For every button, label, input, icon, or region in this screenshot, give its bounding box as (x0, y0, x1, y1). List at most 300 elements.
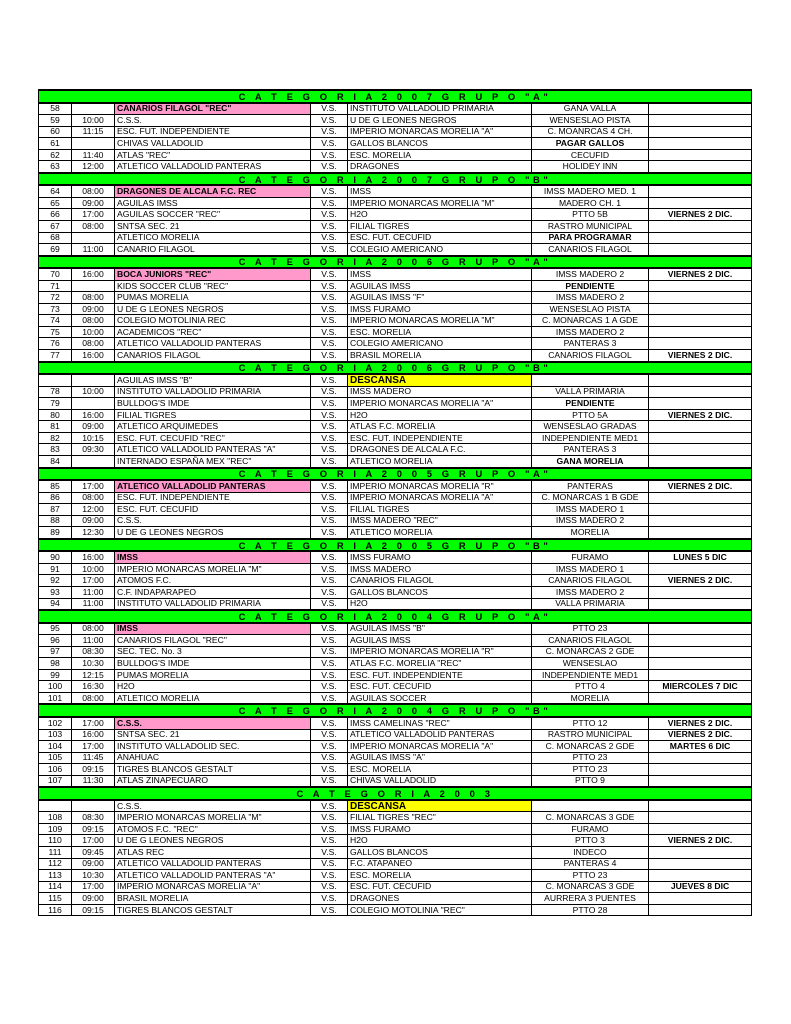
venue: PTTO 5A (532, 409, 649, 421)
versus-label: V.S. (311, 209, 348, 221)
away-team: AGUILAS IMSS "B" (348, 623, 532, 635)
home-team: SEC. TEC. No. 3 (115, 646, 311, 658)
match-date-note (649, 103, 752, 115)
category-title: C A T E G O R I A 2 0 0 7 G R U P O "A" (39, 90, 752, 103)
match-number: 87 (39, 504, 72, 516)
versus-label: V.S. (311, 847, 348, 859)
away-team: COLEGIO AMERICANO (348, 244, 532, 256)
home-team: IMSS (115, 551, 311, 563)
match-date-note (649, 504, 752, 516)
match-date-note (649, 847, 752, 859)
venue: VALLA PRIMARIA (532, 598, 649, 610)
match-number: 77 (39, 350, 72, 362)
away-team: IMPERIO MONARCAS MORELIA "M" (348, 315, 532, 327)
match-number (39, 800, 72, 812)
away-team: AGUILAS IMSS "F" (348, 292, 532, 304)
match-number: 84 (39, 455, 72, 467)
versus-label: V.S. (311, 527, 348, 539)
match-date-note: VIERNES 2 DIC. (649, 729, 752, 741)
match-row (39, 586, 752, 598)
match-row (39, 386, 752, 398)
away-team: H2O (348, 835, 532, 847)
away-team: IMSS MADERO (348, 563, 532, 575)
match-number: 62 (39, 149, 72, 161)
home-team: CANARIOS FILAGOL "REC" (115, 103, 311, 115)
versus-label: V.S. (311, 800, 348, 812)
match-number: 68 (39, 232, 72, 244)
venue: CANARIOS FILAGOL (532, 575, 649, 587)
match-row (39, 303, 752, 315)
venue: PTTO 4 (532, 681, 649, 693)
match-number: 76 (39, 338, 72, 350)
match-number: 83 (39, 444, 72, 456)
match-number: 110 (39, 835, 72, 847)
category-header (39, 173, 752, 186)
match-time: 17:00 (72, 575, 115, 587)
home-team: CHIVAS VALLADOLID (115, 138, 311, 150)
match-date-note (649, 669, 752, 681)
home-team: ATLETICO VALLADOLID PANTERAS (115, 338, 311, 350)
venue: CANARIOS FILAGOL (532, 350, 649, 362)
away-team: IMSS FURAMO (348, 551, 532, 563)
match-row (39, 598, 752, 610)
venue: FURAMO (532, 551, 649, 563)
match-date-note: VIERNES 2 DIC. (649, 480, 752, 492)
home-team: FILIAL TIGRES (115, 409, 311, 421)
match-time (72, 398, 115, 410)
versus-label: V.S. (311, 386, 348, 398)
venue: IMSS MADERO 2 (532, 292, 649, 304)
versus-label: V.S. (311, 681, 348, 693)
match-date-note: VIERNES 2 DIC. (649, 717, 752, 729)
match-time: 08:00 (72, 221, 115, 233)
match-number: 71 (39, 280, 72, 292)
home-team: ESC. FUT. INDEPENDIENTE (115, 126, 311, 138)
match-number: 79 (39, 398, 72, 410)
venue: PTTO 23 (532, 623, 649, 635)
home-team: C.S.S. (115, 515, 311, 527)
match-row (39, 527, 752, 539)
match-number: 80 (39, 409, 72, 421)
match-row (39, 881, 752, 893)
home-team: ATOMOS F.C. "REC" (115, 823, 311, 835)
match-time: 16:00 (72, 350, 115, 362)
match-time: 10:30 (72, 870, 115, 882)
away-team: ESC. MORELIA (348, 870, 532, 882)
match-date-note (649, 149, 752, 161)
match-number: 104 (39, 741, 72, 753)
match-date-note (649, 185, 752, 197)
versus-label: V.S. (311, 115, 348, 127)
home-team: ATLETICO VALLADOLID PANTERAS (115, 858, 311, 870)
match-row (39, 515, 752, 527)
home-team: INSTITUTO VALLADOLID PRIMARIA (115, 386, 311, 398)
home-team: ATLAS "REC" (115, 149, 311, 161)
home-team: IMPERIO MONARCAS MORELIA "M" (115, 563, 311, 575)
versus-label: V.S. (311, 504, 348, 516)
match-time: 17:00 (72, 480, 115, 492)
home-team: U DE G LEONES NEGROS (115, 527, 311, 539)
match-date-note (649, 161, 752, 173)
venue: MORELIA (532, 527, 649, 539)
home-team: ESC. FUT. INDEPENDIENTE (115, 492, 311, 504)
match-number: 99 (39, 669, 72, 681)
match-time: 11:30 (72, 775, 115, 787)
match-date-note: VIERNES 2 DIC. (649, 268, 752, 280)
match-date-note (649, 598, 752, 610)
venue: PANTERAS 3 (532, 444, 649, 456)
venue: C. MONARCAS 1 A GDE (532, 315, 649, 327)
match-number: 95 (39, 623, 72, 635)
versus-label: V.S. (311, 138, 348, 150)
match-row (39, 775, 752, 787)
match-number: 94 (39, 598, 72, 610)
home-team: ESC. FUT. CECUFID "REC" (115, 432, 311, 444)
home-team: AGUILAS IMSS "B" (115, 374, 311, 386)
category-header (39, 468, 752, 481)
match-date-note (649, 623, 752, 635)
match-date-note: VIERNES 2 DIC. (649, 409, 752, 421)
away-team: BRASIL MORELIA (348, 350, 532, 362)
match-row (39, 800, 752, 812)
away-team: H2O (348, 209, 532, 221)
match-number: 114 (39, 881, 72, 893)
venue: GANA VALLA (532, 103, 649, 115)
match-row (39, 244, 752, 256)
match-row (39, 209, 752, 221)
away-team: ATLAS F.C. MORELIA "REC" (348, 658, 532, 670)
away-team: AGUILAS IMSS (348, 280, 532, 292)
venue: MADERO CH. 1 (532, 197, 649, 209)
match-time: 12:00 (72, 161, 115, 173)
match-time: 10:00 (72, 386, 115, 398)
match-row (39, 185, 752, 197)
match-date-note (649, 515, 752, 527)
match-row (39, 268, 752, 280)
category-title: C A T E G O R I A 2 0 0 7 G R U P O "B" (39, 173, 752, 186)
away-team: ESC. MORELIA (348, 764, 532, 776)
versus-label: V.S. (311, 586, 348, 598)
match-time: 09:15 (72, 823, 115, 835)
away-team: ESC. FUT. CECUFID (348, 232, 532, 244)
versus-label: V.S. (311, 893, 348, 905)
match-date-note (649, 870, 752, 882)
home-team: SNTSA SEC. 21 (115, 729, 311, 741)
away-team: GALLOS BLANCOS (348, 847, 532, 859)
match-date-note (649, 635, 752, 647)
away-team: DRAGONES DE ALCALA F.C. (348, 444, 532, 456)
match-time (72, 103, 115, 115)
match-time: 09:15 (72, 764, 115, 776)
versus-label: V.S. (311, 421, 348, 433)
venue: PANTERAS 3 (532, 338, 649, 350)
match-number: 78 (39, 386, 72, 398)
match-date-note (649, 692, 752, 704)
match-date-note (649, 292, 752, 304)
match-time (72, 374, 115, 386)
match-number: 91 (39, 563, 72, 575)
match-row (39, 551, 752, 563)
match-row (39, 374, 752, 386)
match-row (39, 398, 752, 410)
versus-label: V.S. (311, 551, 348, 563)
away-team: IMSS FURAMO (348, 823, 532, 835)
versus-label: V.S. (311, 126, 348, 138)
match-row (39, 741, 752, 753)
venue: IMSS MADERO 2 (532, 268, 649, 280)
match-date-note (649, 658, 752, 670)
home-team: ATLETICO MORELIA (115, 232, 311, 244)
match-time: 12:00 (72, 504, 115, 516)
match-time: 08:00 (72, 315, 115, 327)
match-time: 08:30 (72, 646, 115, 658)
venue: PAGAR GALLOS (532, 138, 649, 150)
match-date-note (649, 563, 752, 575)
away-team: ESC. FUT. INDEPENDIENTE (348, 432, 532, 444)
away-team: GALLOS BLANCOS (348, 586, 532, 598)
versus-label: V.S. (311, 221, 348, 233)
category-title: C A T E G O R I A 2 0 0 6 G R U P O "A" (39, 256, 752, 269)
versus-label: V.S. (311, 326, 348, 338)
versus-label: V.S. (311, 669, 348, 681)
away-team: IMSS (348, 185, 532, 197)
match-time: 09:00 (72, 893, 115, 905)
match-date-note (649, 492, 752, 504)
venue: CECUFID (532, 149, 649, 161)
match-time: 16:30 (72, 681, 115, 693)
versus-label: V.S. (311, 315, 348, 327)
match-number: 81 (39, 421, 72, 433)
away-team: H2O (348, 598, 532, 610)
match-row (39, 115, 752, 127)
category-title: C A T E G O R I A 2 0 0 5 G R U P O "B" (39, 539, 752, 552)
match-time (72, 232, 115, 244)
venue: C. MOANRCAS 4 CH. (532, 126, 649, 138)
home-team: ATLETICO VALLADOLID PANTERAS (115, 161, 311, 173)
versus-label: V.S. (311, 161, 348, 173)
away-team: IMSS FURAMO (348, 303, 532, 315)
category-header (39, 610, 752, 623)
match-row (39, 455, 752, 467)
versus-label: V.S. (311, 764, 348, 776)
match-time: 10:00 (72, 115, 115, 127)
match-row (39, 480, 752, 492)
match-time: 17:00 (72, 717, 115, 729)
home-team: CANARIOS FILAGOL "REC" (115, 635, 311, 647)
home-team: TIGRES BLANCOS GESTALT (115, 764, 311, 776)
versus-label: V.S. (311, 563, 348, 575)
venue: CANARIOS FILAGOL (532, 635, 649, 647)
match-row (39, 492, 752, 504)
venue: PTTO 23 (532, 752, 649, 764)
versus-label: V.S. (311, 692, 348, 704)
home-team: BRASIL MORELIA (115, 893, 311, 905)
match-row (39, 432, 752, 444)
home-team: AGUILAS IMSS (115, 197, 311, 209)
match-number: 107 (39, 775, 72, 787)
match-number: 82 (39, 432, 72, 444)
match-time: 16:00 (72, 268, 115, 280)
match-date-note (649, 338, 752, 350)
venue: INDECO (532, 847, 649, 859)
versus-label: V.S. (311, 729, 348, 741)
venue: PANTERAS 4 (532, 858, 649, 870)
home-team: BOCA JUNIORS "REC" (115, 268, 311, 280)
match-time: 08:30 (72, 812, 115, 824)
home-team: DRAGONES DE ALCALA F.C. REC (115, 185, 311, 197)
match-number: 115 (39, 893, 72, 905)
home-team: ACADEMICOS "REC" (115, 326, 311, 338)
versus-label: V.S. (311, 268, 348, 280)
match-row (39, 280, 752, 292)
venue: IMSS MADERO 2 (532, 586, 649, 598)
match-row (39, 421, 752, 433)
match-row (39, 717, 752, 729)
match-date-note (649, 904, 752, 916)
away-team: ATLETICO MORELIA (348, 455, 532, 467)
match-date-note (649, 858, 752, 870)
home-team: ATLAS REC (115, 847, 311, 859)
venue: VALLA PRIMARIA (532, 386, 649, 398)
match-number: 116 (39, 904, 72, 916)
match-number: 96 (39, 635, 72, 647)
match-date-note (649, 432, 752, 444)
away-team: AGUILAS SOCCER (348, 692, 532, 704)
match-number: 100 (39, 681, 72, 693)
away-team: AGUILAS IMSS "A" (348, 752, 532, 764)
match-time: 08:00 (72, 338, 115, 350)
venue: C. MONARCAS 1 B GDE (532, 492, 649, 504)
match-row (39, 646, 752, 658)
versus-label: V.S. (311, 752, 348, 764)
match-time: 08:00 (72, 692, 115, 704)
venue: C. MONARCAS 2 GDE (532, 646, 649, 658)
away-team: IMSS (348, 268, 532, 280)
versus-label: V.S. (311, 374, 348, 386)
home-team: ESC. FUT. CECUFID (115, 504, 311, 516)
match-row (39, 623, 752, 635)
match-date-note (649, 527, 752, 539)
match-row (39, 126, 752, 138)
venue: CANARIOS FILAGOL (532, 244, 649, 256)
venue: WENSESLAO (532, 658, 649, 670)
home-team: ATLETICO MORELIA (115, 692, 311, 704)
versus-label: V.S. (311, 303, 348, 315)
match-number: 102 (39, 717, 72, 729)
home-team: ATLETICO VALLADOLID PANTERAS (115, 480, 311, 492)
match-row (39, 893, 752, 905)
match-number: 86 (39, 492, 72, 504)
category-title: C A T E G O R I A 2 0 0 6 G R U P O "B" (39, 362, 752, 375)
venue: PTTO 12 (532, 717, 649, 729)
match-row (39, 563, 752, 575)
venue: IMSS MADERO 2 (532, 515, 649, 527)
versus-label: V.S. (311, 881, 348, 893)
away-team: COLEGIO AMERICANO (348, 338, 532, 350)
category-header (39, 90, 752, 103)
venue: PTTO 9 (532, 775, 649, 787)
category-header (39, 539, 752, 552)
away-team: ATLETICO VALLADOLID PANTERAS (348, 729, 532, 741)
versus-label: V.S. (311, 658, 348, 670)
match-number: 105 (39, 752, 72, 764)
home-team: PUMAS MORELIA (115, 292, 311, 304)
match-row (39, 197, 752, 209)
match-time: 09:45 (72, 847, 115, 859)
versus-label: V.S. (311, 717, 348, 729)
match-time: 16:00 (72, 551, 115, 563)
match-date-note (649, 280, 752, 292)
match-number: 90 (39, 551, 72, 563)
match-number: 97 (39, 646, 72, 658)
versus-label: V.S. (311, 432, 348, 444)
match-row (39, 681, 752, 693)
match-number (39, 374, 72, 386)
versus-label: V.S. (311, 575, 348, 587)
match-time: 16:00 (72, 409, 115, 421)
venue: WENSESLAO GRADAS (532, 421, 649, 433)
match-date-note (649, 823, 752, 835)
versus-label: V.S. (311, 870, 348, 882)
home-team: CANARIO FILAGOL (115, 244, 311, 256)
match-date-note (649, 374, 752, 386)
away-team: GALLOS BLANCOS (348, 138, 532, 150)
home-team: ATLAS ZINAPECUARO (115, 775, 311, 787)
match-time: 11:45 (72, 752, 115, 764)
home-team: BULLDOG'S IMDE (115, 658, 311, 670)
category-header (39, 256, 752, 269)
match-date-note (649, 138, 752, 150)
match-time: 12:15 (72, 669, 115, 681)
match-time: 10:30 (72, 658, 115, 670)
versus-label: V.S. (311, 635, 348, 647)
home-team: ATOMOS F.C. (115, 575, 311, 587)
away-team: FILIAL TIGRES (348, 504, 532, 516)
match-row (39, 635, 752, 647)
match-row (39, 292, 752, 304)
venue: PTTO 23 (532, 764, 649, 776)
match-time: 11:40 (72, 149, 115, 161)
match-row (39, 315, 752, 327)
match-row (39, 904, 752, 916)
match-number: 93 (39, 586, 72, 598)
match-number: 58 (39, 103, 72, 115)
match-number: 109 (39, 823, 72, 835)
match-number: 69 (39, 244, 72, 256)
match-date-note (649, 315, 752, 327)
away-team: ESC. FUT. INDEPENDIENTE (348, 669, 532, 681)
category-title: C A T E G O R I A 2 0 0 4 G R U P O "A" (39, 610, 752, 623)
match-time: 10:15 (72, 432, 115, 444)
category-header (39, 787, 752, 800)
match-number: 64 (39, 185, 72, 197)
away-team: IMSS MADERO "REC" (348, 515, 532, 527)
category-header (39, 704, 752, 717)
match-row (39, 350, 752, 362)
match-row (39, 692, 752, 704)
home-team: ATLETICO ARQUIMEDES (115, 421, 311, 433)
match-time: 09:00 (72, 421, 115, 433)
away-team: INSTITUTO VALLADOLID PRIMARIA (348, 103, 532, 115)
match-time: 11:15 (72, 126, 115, 138)
match-date-note (649, 326, 752, 338)
match-number: 113 (39, 870, 72, 882)
versus-label: V.S. (311, 103, 348, 115)
match-row (39, 823, 752, 835)
match-date-note (649, 775, 752, 787)
versus-label: V.S. (311, 904, 348, 916)
match-number: 61 (39, 138, 72, 150)
